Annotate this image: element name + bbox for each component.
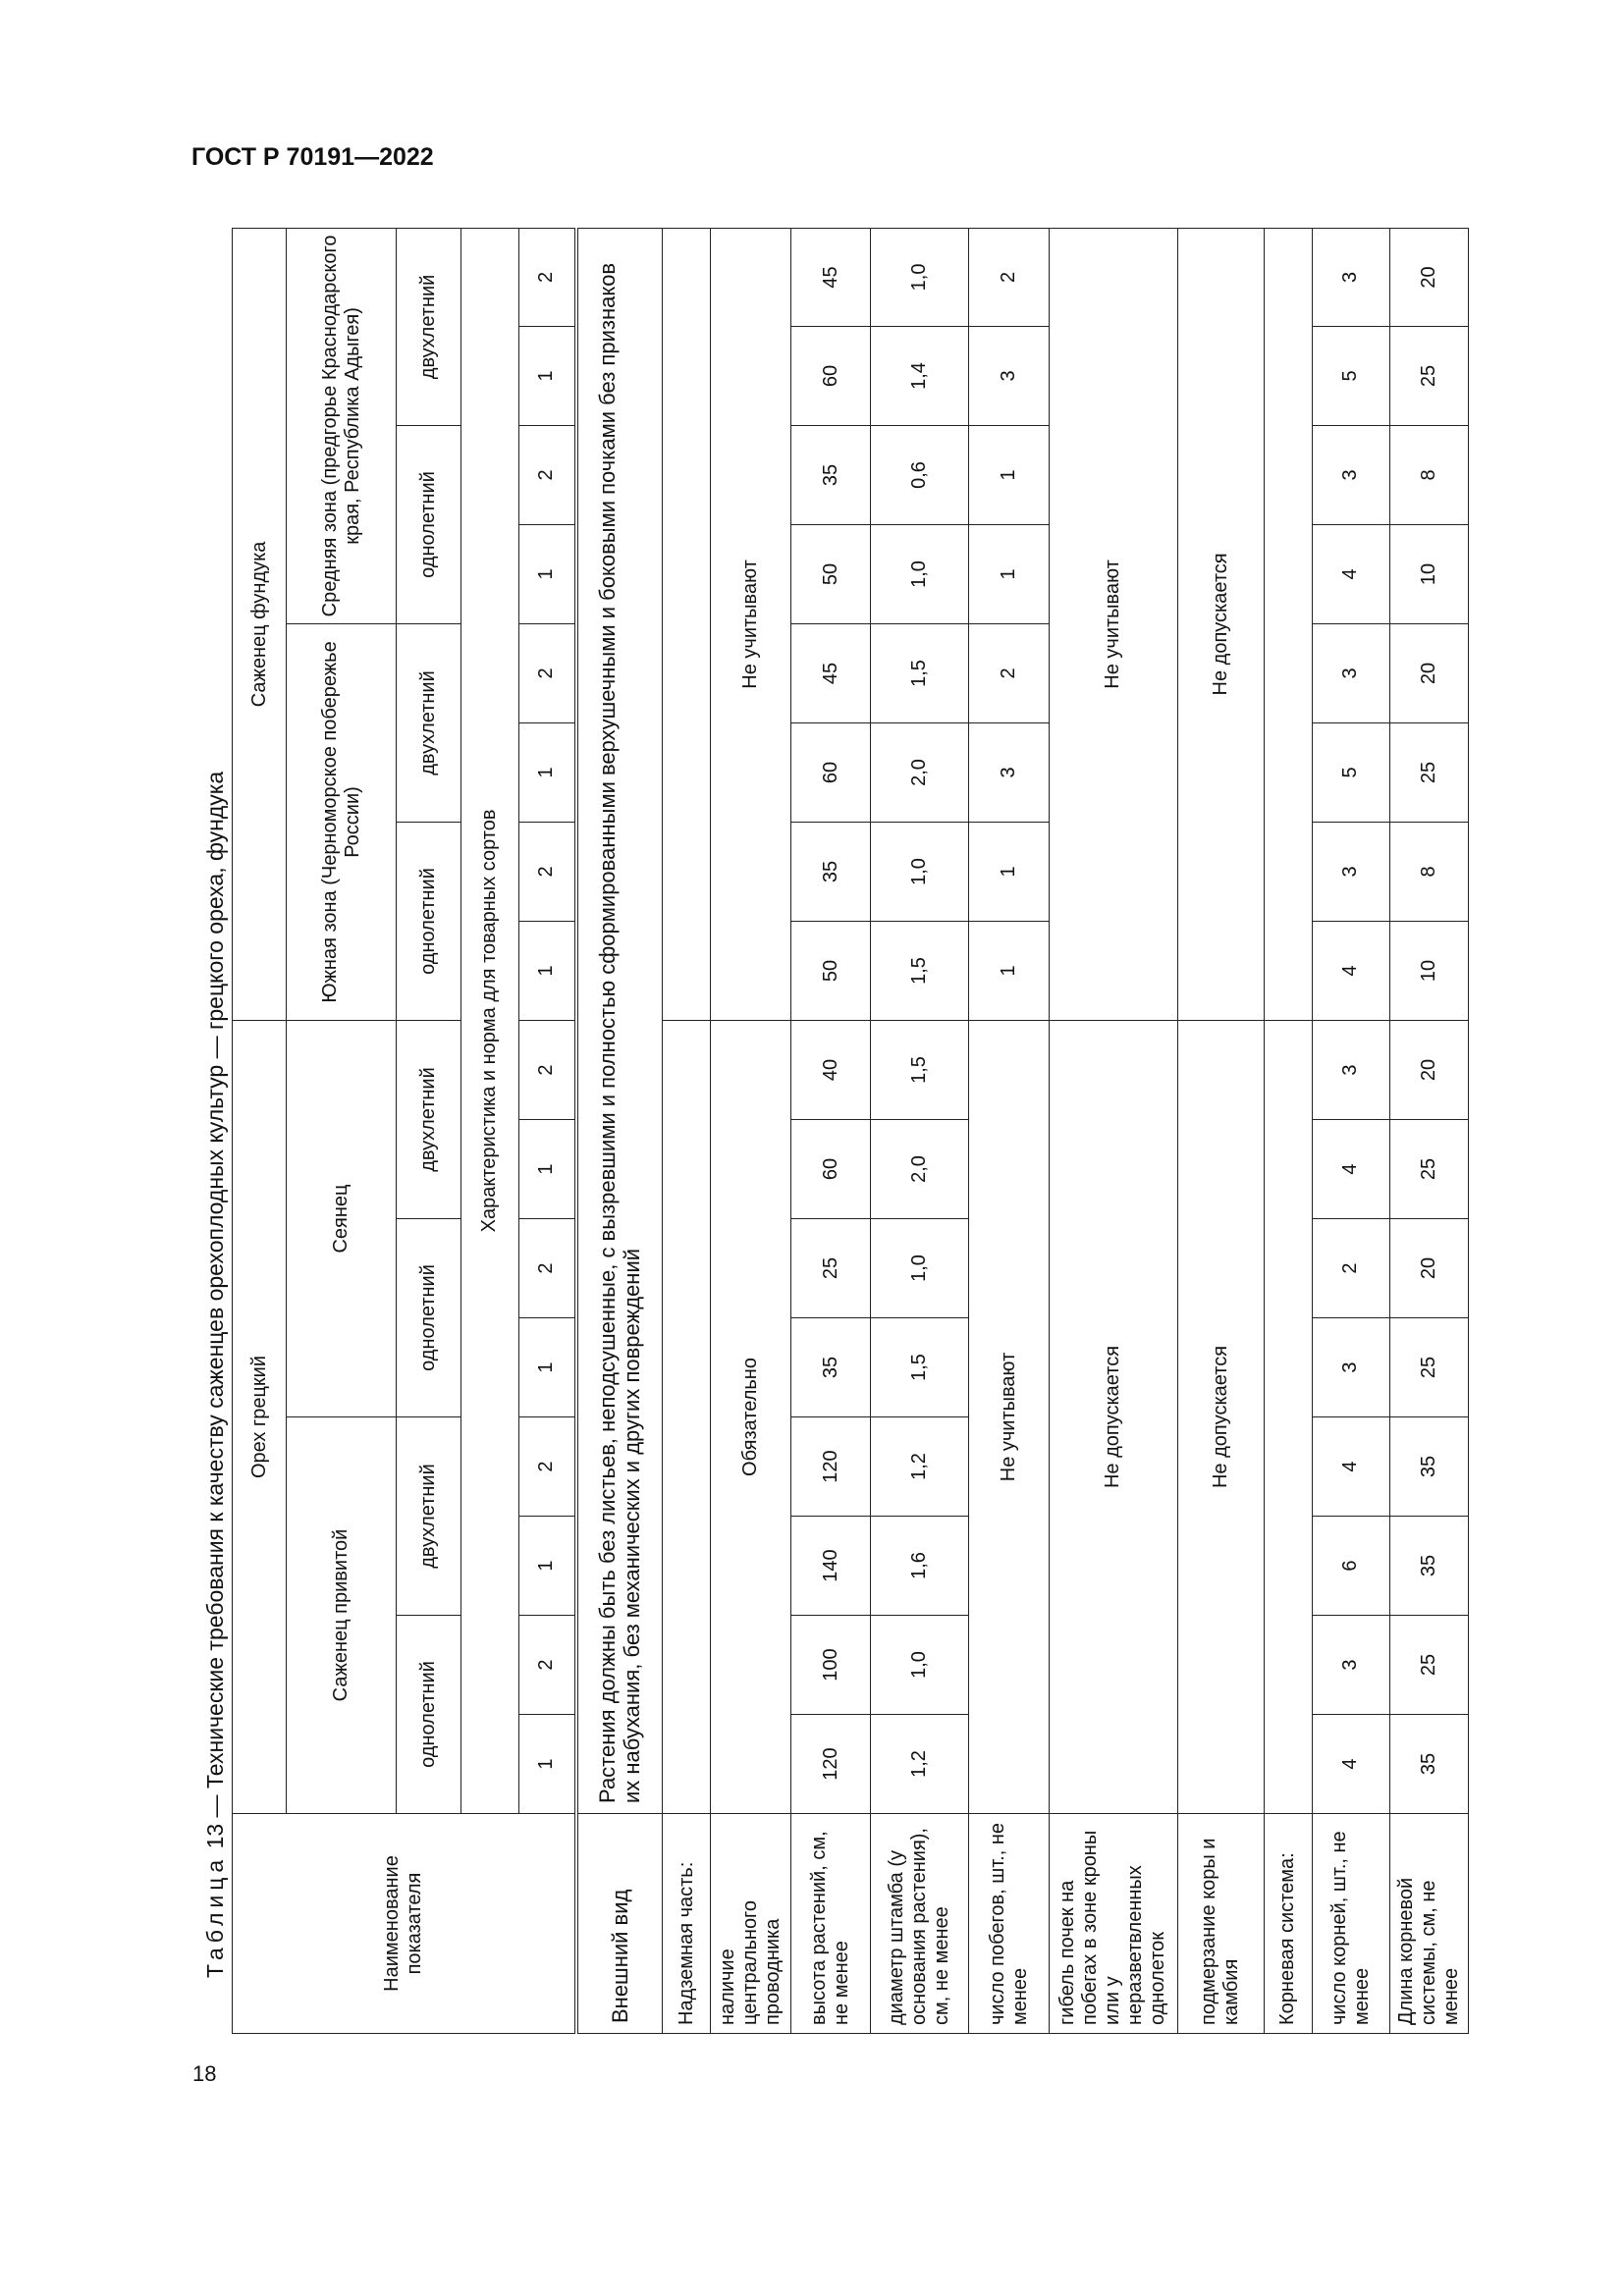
grade-cell: 1: [519, 1715, 576, 1814]
appearance-text: Растения должны быть без листьев, неподсушенные, с вызревшими и полностью сформированными верхушечными и боковыми почками без признаков их набухания, без механических и других повреждений: [576, 228, 663, 1813]
grade-cell: 2: [519, 425, 576, 524]
grade-cell: 1: [519, 1120, 576, 1219]
grade-cell: 2: [519, 1020, 576, 1119]
value-cell: 1: [969, 921, 1050, 1020]
value-cell: 3: [1312, 228, 1390, 326]
value-cell: 1: [969, 524, 1050, 623]
row-shoots: [969, 228, 1050, 2033]
grade-cell: 1: [519, 921, 576, 1020]
label-diameter: диаметр штамба (у основания растения), см, не менее: [871, 1814, 969, 2034]
head-characteristic: Характеристика и норма для товарных сортов: [460, 228, 518, 1813]
value-cell: 100: [790, 1616, 871, 1715]
value-cell: 5: [1312, 326, 1390, 425]
head-hazel: Саженец фундука: [233, 228, 287, 1020]
row-root-length: [1390, 228, 1469, 2033]
value-cell: 25: [1390, 1616, 1469, 1715]
empty-cell: [1264, 228, 1312, 1020]
head-row-age: [397, 228, 460, 2033]
empty-cell: [663, 228, 711, 1020]
frost-hazel: Не допускается: [1177, 228, 1264, 1020]
value-cell: 4: [1312, 1417, 1390, 1517]
value-cell: 2: [969, 228, 1050, 326]
value-cell: 3: [1312, 822, 1390, 921]
value-cell: 50: [790, 921, 871, 1020]
value-cell: 3: [969, 326, 1050, 425]
row-roots-title: [1264, 228, 1312, 2033]
value-cell: 20: [1390, 1020, 1469, 1119]
value-cell: 10: [1390, 921, 1469, 1020]
label-above-ground: Надземная часть:: [663, 1814, 711, 2034]
bud-death-hazel: Не учитывают: [1050, 228, 1178, 1020]
leader-walnut: Обязательно: [711, 1020, 791, 1813]
value-cell: 1,2: [871, 1715, 969, 1814]
grade-cell: 2: [519, 228, 576, 326]
value-cell: 35: [1390, 1715, 1469, 1814]
value-cell: 60: [790, 1120, 871, 1219]
value-cell: 25: [1390, 1120, 1469, 1219]
label-root-system: Корневая система:: [1264, 1814, 1312, 2034]
value-cell: 35: [1390, 1517, 1469, 1616]
grade-cell: 1: [519, 1517, 576, 1616]
value-cell: 1,5: [871, 921, 969, 1020]
label-frost-damage: подмерзание коры и камбия: [1177, 1814, 1264, 2034]
value-cell: 3: [1312, 1616, 1390, 1715]
value-cell: 1,5: [871, 623, 969, 722]
label-root-count: число корней, шт., не менее: [1312, 1814, 1390, 2034]
requirements-table: [232, 228, 1469, 2034]
row-diameter: [871, 228, 969, 2033]
grade-cell: 2: [519, 1616, 576, 1715]
label-shoots: число побегов, шт., не менее: [969, 1814, 1050, 2034]
value-cell: 35: [790, 822, 871, 921]
value-cell: 1,0: [871, 1616, 969, 1715]
empty-cell: [663, 1020, 711, 1813]
head-two-year: двухлетний: [397, 623, 460, 822]
head-one-year: однолетний: [397, 822, 460, 1020]
value-cell: 10: [1390, 524, 1469, 623]
value-cell: 4: [1312, 921, 1390, 1020]
value-cell: 45: [790, 228, 871, 326]
head-one-year: однолетний: [397, 1219, 460, 1417]
value-cell: 1,6: [871, 1517, 969, 1616]
grade-cell: 1: [519, 722, 576, 822]
value-cell: 1,0: [871, 228, 969, 326]
row-height: [790, 228, 871, 2033]
value-cell: 140: [790, 1517, 871, 1616]
head-two-year: двухлетний: [397, 1020, 460, 1218]
frost-walnut: Не допускается: [1177, 1020, 1264, 1813]
grade-cell: 2: [519, 623, 576, 722]
value-cell: 40: [790, 1020, 871, 1119]
value-cell: 1,4: [871, 326, 969, 425]
label-central-leader: наличие центрального проводника: [711, 1814, 791, 2034]
value-cell: 25: [790, 1219, 871, 1318]
head-row-2: [287, 228, 397, 2033]
head-row-grades: [519, 228, 576, 2033]
row-appearance: [576, 228, 663, 2033]
value-cell: 1,5: [871, 1318, 969, 1417]
table-caption: [202, 555, 236, 1978]
value-cell: 60: [790, 722, 871, 822]
head-two-year: двухлетний: [397, 228, 460, 425]
value-cell: 3: [969, 722, 1050, 822]
value-cell: 3: [1312, 1020, 1390, 1119]
label-appearance: Внешний вид: [576, 1814, 663, 2034]
value-cell: 35: [790, 1318, 871, 1417]
value-cell: 20: [1390, 1219, 1469, 1318]
shoots-walnut: Не учитывают: [969, 1020, 1050, 1813]
value-cell: 45: [790, 623, 871, 722]
label-height: высота растений, см, не менее: [790, 1814, 871, 2034]
row-frost: [1177, 228, 1264, 2033]
value-cell: 25: [1390, 722, 1469, 822]
value-cell: 1,0: [871, 524, 969, 623]
head-walnut: Орех грецкий: [233, 1020, 287, 1813]
page-number: 18: [192, 2061, 217, 2086]
head-row-char: [460, 228, 518, 2033]
head-one-year: однолетний: [397, 425, 460, 623]
value-cell: 1,5: [871, 1020, 969, 1119]
value-cell: 35: [1390, 1417, 1469, 1517]
value-cell: 1,2: [871, 1417, 969, 1517]
caption-label: Таблица: [202, 1854, 228, 1978]
head-seedling: Сеянец: [287, 1020, 397, 1416]
value-cell: 1: [969, 822, 1050, 921]
value-cell: 5: [1312, 722, 1390, 822]
value-cell: 50: [790, 524, 871, 623]
value-cell: 3: [1312, 623, 1390, 722]
value-cell: 35: [790, 425, 871, 524]
caption-number: 13: [202, 1823, 228, 1849]
value-cell: 120: [790, 1715, 871, 1814]
grade-cell: 2: [519, 1219, 576, 1318]
head-grafted: Саженец привитой: [287, 1417, 397, 1814]
grade-cell: 1: [519, 1318, 576, 1417]
grade-cell: 2: [519, 822, 576, 921]
row-leader: [711, 228, 791, 2033]
value-cell: 3: [1312, 425, 1390, 524]
value-cell: 120: [790, 1417, 871, 1517]
value-cell: 0,6: [871, 425, 969, 524]
value-cell: 2,0: [871, 722, 969, 822]
grade-cell: 1: [519, 326, 576, 425]
document-header: ГОСТ Р 70191—2022: [191, 143, 434, 171]
head-middle-zone: Средняя зона (предгорье Краснодарского края, Республика Адыгея): [287, 228, 397, 623]
row-root-count: [1312, 228, 1390, 2033]
value-cell: 20: [1390, 623, 1469, 722]
value-cell: 4: [1312, 1715, 1390, 1814]
value-cell: 4: [1312, 524, 1390, 623]
value-cell: 2: [969, 623, 1050, 722]
requirements-table-wrap: [232, 228, 1469, 2034]
label-root-length: Длина корневой системы, см, не менее: [1390, 1814, 1469, 2034]
value-cell: 3: [1312, 1318, 1390, 1417]
value-cell: 25: [1390, 1318, 1469, 1417]
value-cell: 1: [969, 425, 1050, 524]
value-cell: 1,0: [871, 822, 969, 921]
value-cell: 2,0: [871, 1120, 969, 1219]
value-cell: 60: [790, 326, 871, 425]
value-cell: 2: [1312, 1219, 1390, 1318]
empty-cell: [1264, 1020, 1312, 1813]
value-cell: 20: [1390, 228, 1469, 326]
head-south-zone: Южная зона (Черноморское побережье России): [287, 623, 397, 1020]
grade-cell: 1: [519, 524, 576, 623]
value-cell: 1,0: [871, 1219, 969, 1318]
head-row-1: [233, 228, 287, 2033]
row-bud-death: [1050, 228, 1178, 2033]
row-above-title: [663, 228, 711, 2033]
grade-cell: 2: [519, 1417, 576, 1517]
value-cell: 4: [1312, 1120, 1390, 1219]
value-cell: 25: [1390, 326, 1469, 425]
value-cell: 8: [1390, 425, 1469, 524]
head-indicator: Наименование показателя: [233, 1814, 576, 2034]
bud-death-walnut: Не допускается: [1050, 1020, 1178, 1813]
value-cell: 8: [1390, 822, 1469, 921]
label-bud-death: гибель почек на побегах в зоне кроны или у неразветвленных однолеток: [1050, 1814, 1178, 2034]
leader-hazel: Не учитывают: [711, 228, 791, 1020]
head-two-year: двухлетний: [397, 1417, 460, 1616]
head-one-year: однолетний: [397, 1616, 460, 1814]
caption-title: — Технические требования к качеству саженцев орехоплодных культур — грецкого ореха, фундука: [202, 771, 228, 1818]
value-cell: 6: [1312, 1517, 1390, 1616]
